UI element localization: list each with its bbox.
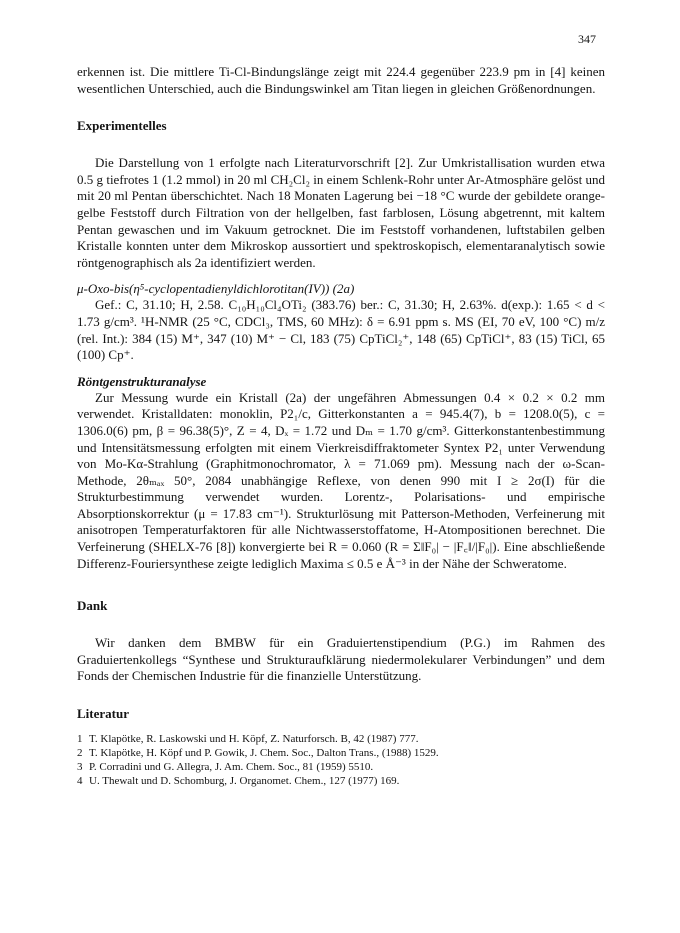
reference-number: 4 xyxy=(77,775,83,788)
reference-number: 3 xyxy=(77,761,83,774)
experimental-paragraph: Die Darstellung von 1 erfolgte nach Literaturvorschrift [2]. Zur Umkristallisation wurden etwa 0.5 g tiefrotes 1 (1.2 mmol) in 20 ml CH₂Cl₂ in einem Schlenk-Rohr unter Ar-Atmosphäre gelöst und mit 20 ml Pentan überschichtet. Nach 18 Monaten Lagerung bei −18 °C wurde der gebildete orange-gelbe Feststoff durch Filtration von der hellgelben, fast farblosen, Lösung abgetrennt, mit kaltem Pentan gewaschen und im Vakuum getrocknet. Die im Feststoff vorhandenen, luftstabilen gelben Kristalle konnten unter dem Mikroskop aussortiert und spektroskopisch, elementaranalytisch sowie röntgenographisch als 2a identifiziert werden. xyxy=(77,155,605,270)
page-number: 347 xyxy=(578,32,596,46)
reference-number: 1 xyxy=(77,733,83,746)
literature-heading: Literatur xyxy=(77,706,129,722)
reference-item xyxy=(77,774,605,788)
reference-list xyxy=(77,732,605,788)
reference-text: T. Klapötke, R. Laskowski und H. Köpf, Z. Naturforsch. B, 42 (1987) 777. xyxy=(89,733,419,746)
reference-number: 2 xyxy=(77,747,83,760)
reference-text: U. Thewalt und D. Schomburg, J. Organomet. Chem., 127 (1977) 169. xyxy=(89,775,400,788)
thanks-paragraph: Wir danken dem BMBW für ein Graduiertenstipendium (P.G.) im Rahmen des Graduiertenkollegs “Synthese und Strukturaufklärung niedermolekularer Verbindungen” und dem Fonds der Chemischen Industrie für die finanzielle Unterstützung. xyxy=(77,635,605,684)
intro-paragraph: erkennen ist. Die mittlere Ti-Cl-Bindungslänge zeigt mit 224.4 gegenüber 223.9 pm in [4] keinen wesentlichen Unterschied, auch die Bindungswinkel am Titan liegen in gleichen Größenordnungen. xyxy=(77,64,605,96)
xray-heading: Röntgenstrukturanalyse xyxy=(77,373,207,389)
reference-text: T. Klapötke, H. Köpf und P. Gowik, J. Chem. Soc., Dalton Trans., (1988) 1529. xyxy=(89,747,439,760)
reference-item xyxy=(77,760,605,774)
experimental-heading: Experimentelles xyxy=(77,118,167,134)
compound-analysis: Gef.: C, 31.10; H, 2.58. C₁₀H₁₀Cl₄OTi₂ (383.76) ber.: C, 31.30; H, 2.63%. d(exp.): 1.65 < d < 1.73 g/cm³. ¹H-NMR (25 °C, CDCl₃, TMS, 60 MHz): δ = 6.91 ppm s. MS (EI, 70 eV, 100 °C) m/z (rel. Int.): 384 (15) M⁺, 347 (10) M⁺ − Cl, 183 (75) CpTiCl₂⁺, 148 (65) CpTiCl⁺, 83 (15) TiCl, 65 (100) Cp⁺. xyxy=(77,297,605,363)
xray-paragraph: Zur Messung wurde ein Kristall (2a) der ungefähren Abmessungen 0.4 × 0.2 × 0.2 mm verwendet. Kristalldaten: monoklin, P2₁/c, Gitterkonstanten a = 945.4(7), b = 1208.0(5), c = 1306.0(6) pm, β = 96.38(5)°, Z = 4, Dₓ = 1.72 und Dₘ = 1.70 g/cm³. Gitterkonstantenbestimmung und Intensitätsmessung erfolgten mit einem Vierkreisdiffraktometer Syntex P2₁ unter Verwendung von Mo-Kα-Strahlung (Graphitmonochromator, λ = 71.069 pm). Messung nach der ω-Scan-Methode, 2θₘₐₓ 50°, 2084 unabhängige Reflexe, von denen 990 mit I ≥ 2σ(I) für die Strukturbestimmung verwendet wurden. Lorentz-, Polarisations- und empirische Absorptionskorrektur (μ = 17.83 cm⁻¹). Strukturlösung mit Patterson-Methoden, Verfeinerung mit anisotropen Temperaturfaktoren für alle Nichtwasserstoffatome, H-Atompositionen berechnet. Die Verfeinerung (SHELX-76 [8]) konvergierte bei R = 0.060 (R = Σ‖F₀| − |F꜀‖/|F₀|). Eine abschließende Differenz-Fouriersynthese zeigte lediglich Maxima ≤ 0.5 e Å⁻³ in der Nähe der Schweratome. xyxy=(77,389,605,571)
compound-title: μ-Oxo-bis(η⁵-cyclopentadienyldichlorotitan(IV)) (2a) xyxy=(77,281,355,297)
reference-text: P. Corradini und G. Allegra, J. Am. Chem. Soc., 81 (1959) 5510. xyxy=(89,761,374,774)
thanks-heading: Dank xyxy=(77,598,108,614)
reference-item xyxy=(77,732,605,746)
reference-item xyxy=(77,746,605,760)
page-body xyxy=(77,64,605,788)
